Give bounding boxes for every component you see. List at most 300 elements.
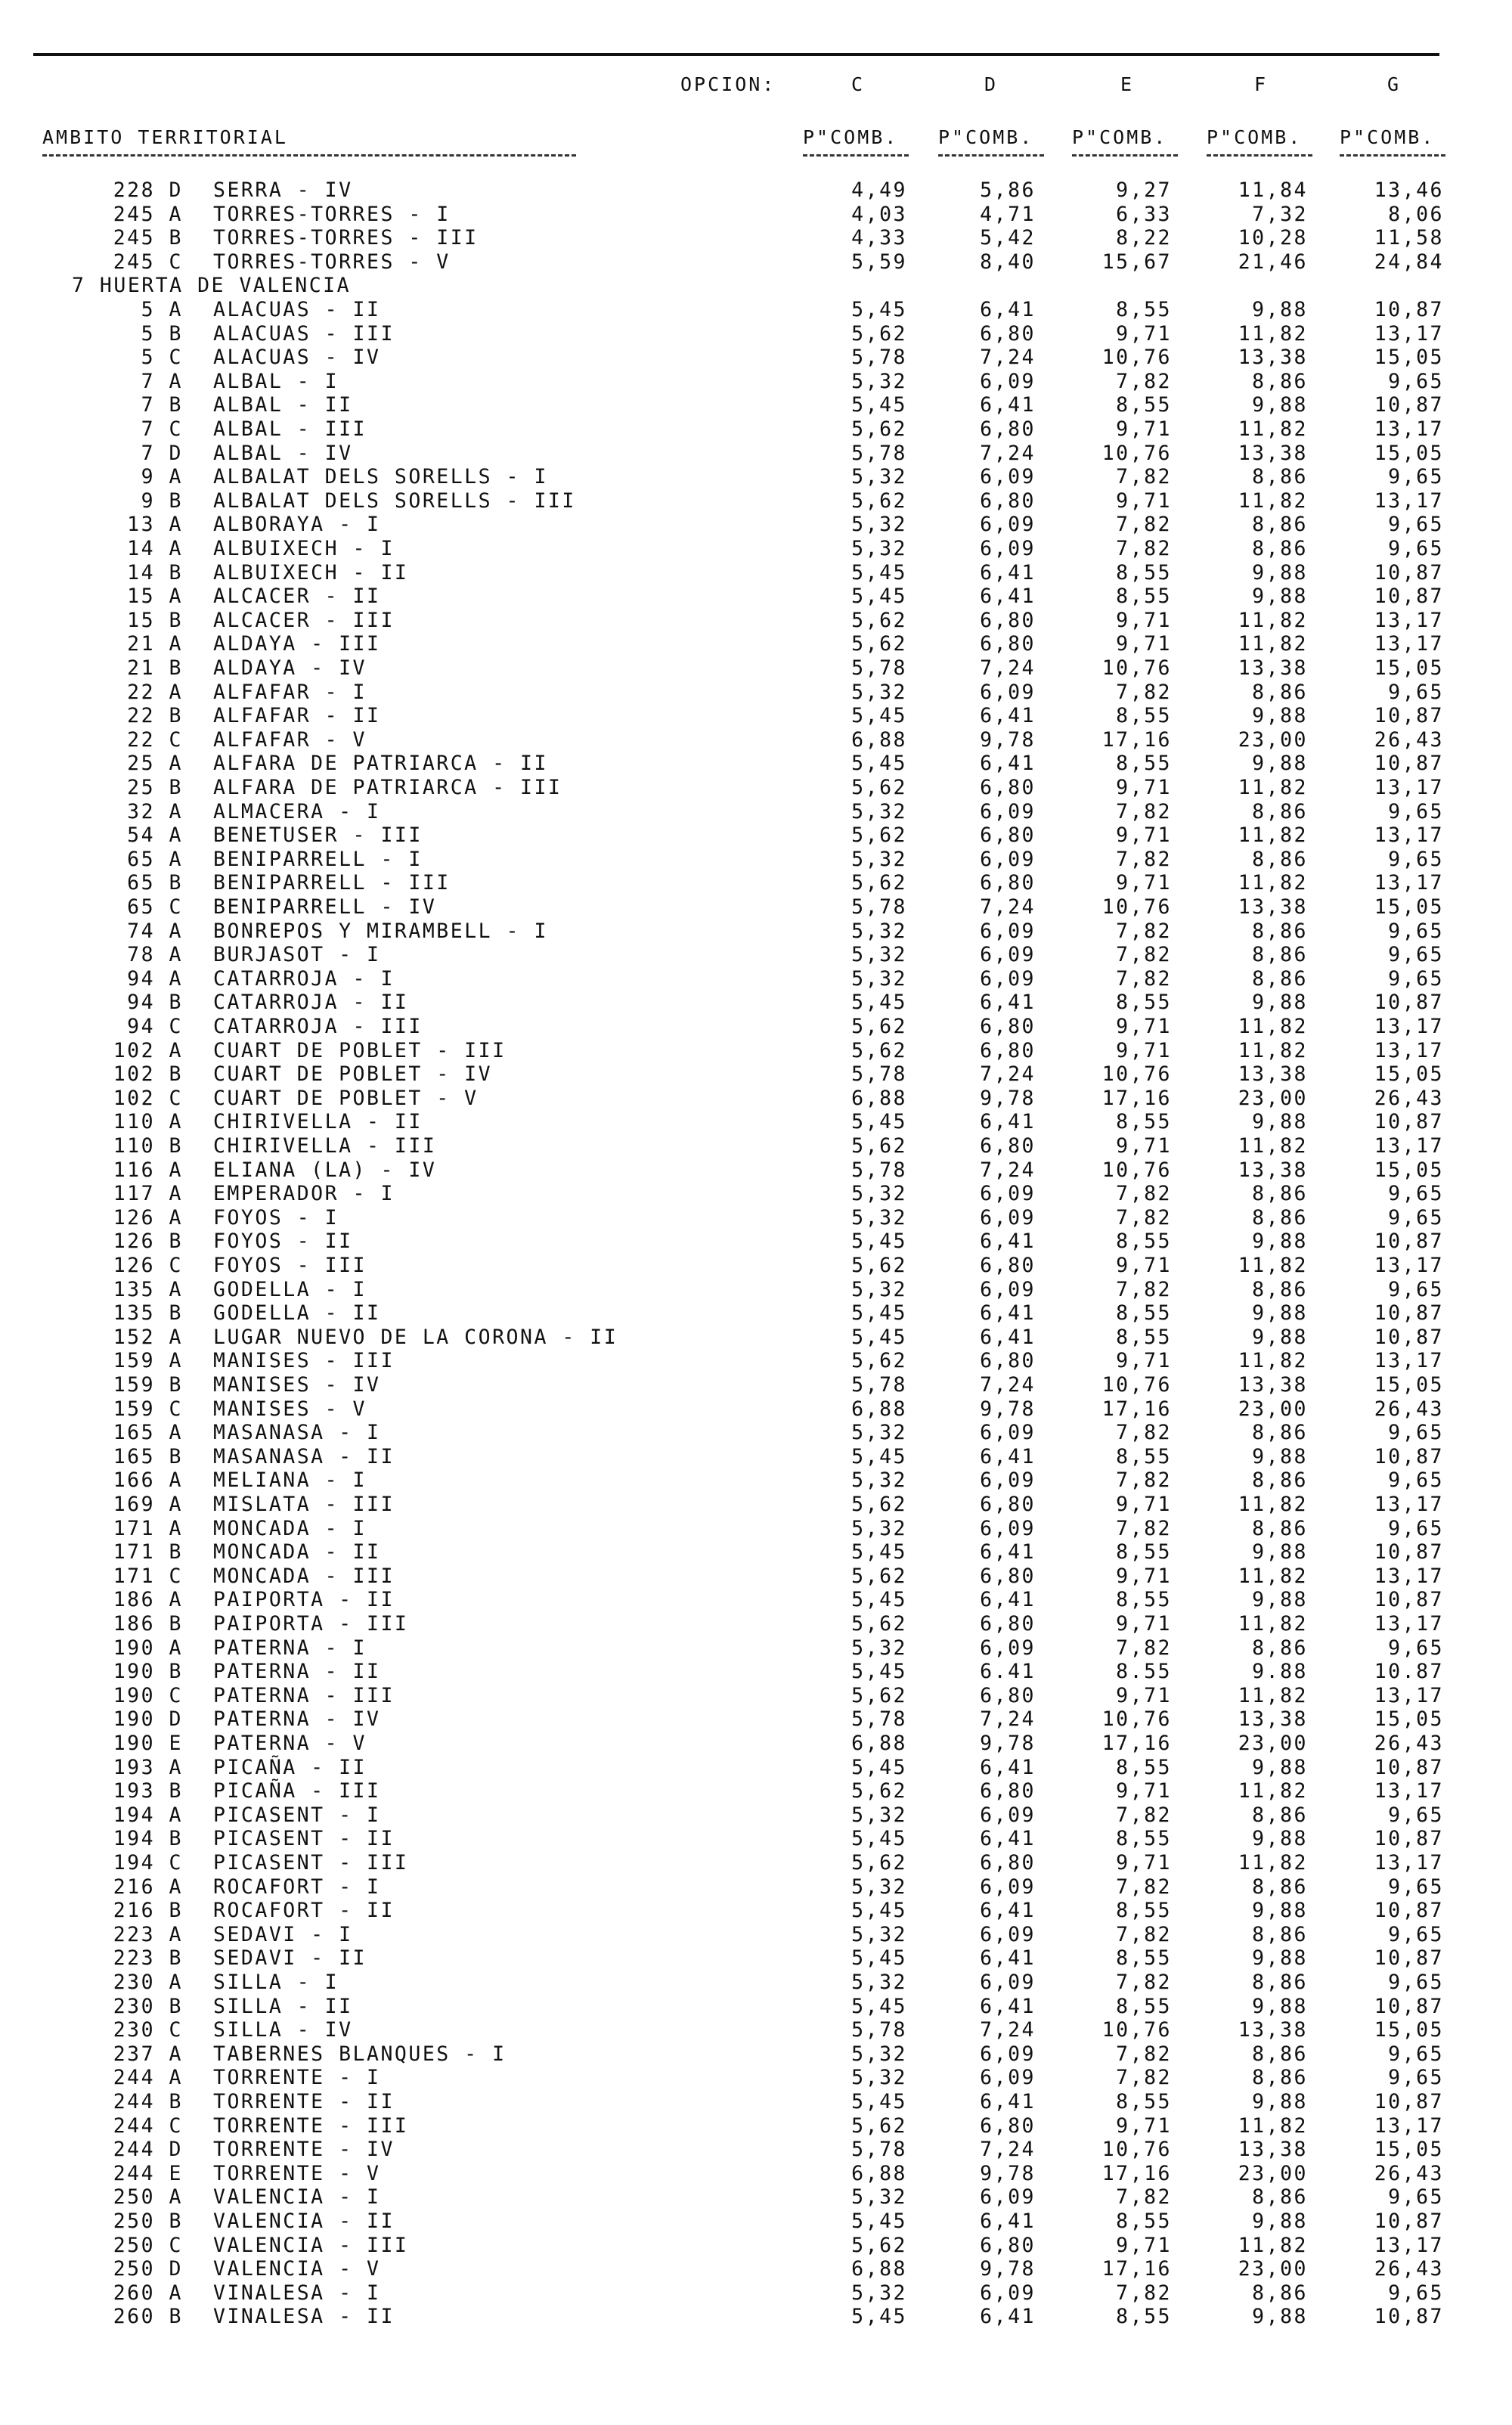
- value-f: 8,86: [1252, 943, 1308, 967]
- value-g: 10,87: [1374, 1444, 1444, 1468]
- table-row: [0, 2138, 1512, 2161]
- value-d: 6,80: [980, 1564, 1036, 1588]
- row-code: 171 B: [113, 1540, 183, 1564]
- value-g: 15,05: [1374, 346, 1444, 370]
- value-c: 5,45: [851, 2090, 907, 2113]
- row-code: 244 B: [113, 2090, 183, 2113]
- value-f: 9,88: [1252, 2090, 1308, 2113]
- col-header-f: P"COMB.: [1207, 126, 1303, 148]
- value-f: 13,38: [1238, 2018, 1308, 2042]
- value-e: 9,71: [1116, 2113, 1172, 2138]
- value-e: 7,82: [1116, 513, 1172, 537]
- value-g: 10,87: [1374, 2305, 1444, 2329]
- row-name: ALACUAS - II: [213, 298, 381, 321]
- row-code: 5 C: [141, 346, 183, 370]
- table-row: [0, 178, 1512, 202]
- value-d: 6,41: [980, 752, 1036, 776]
- value-d: 9,78: [980, 1397, 1036, 1421]
- value-f: 11,82: [1238, 488, 1308, 513]
- value-g: 9,65: [1388, 1971, 1444, 1994]
- value-c: 5,32: [851, 1421, 907, 1445]
- value-f: 9,88: [1252, 298, 1308, 321]
- value-d: 7,24: [980, 1158, 1036, 1182]
- value-e: 6,33: [1116, 202, 1172, 226]
- value-d: 7,24: [980, 656, 1036, 680]
- value-f: 8,86: [1252, 1971, 1308, 1994]
- value-d: 6,41: [980, 1755, 1036, 1779]
- row-code: 7 C: [141, 417, 183, 441]
- row-code: 110 A: [113, 1110, 183, 1134]
- value-c: 5,45: [851, 1540, 907, 1564]
- value-e: 9,71: [1116, 776, 1172, 799]
- value-d: 9,78: [980, 727, 1036, 752]
- row-name: ALBORAYA - I: [213, 513, 381, 537]
- table-row: [0, 728, 1512, 752]
- value-d: 6,09: [980, 369, 1036, 393]
- row-code: 169 A: [113, 1493, 183, 1516]
- row-code: 190 E: [113, 1732, 183, 1755]
- value-c: 5,62: [851, 608, 907, 632]
- row-name: PAIPORTA - II: [213, 1588, 395, 1612]
- value-e: 8,55: [1116, 991, 1172, 1015]
- value-c: 5,32: [851, 847, 907, 871]
- value-g: 13,46: [1374, 178, 1444, 202]
- row-name: ALFAFAR - II: [213, 704, 381, 728]
- value-g: 10.87: [1374, 1660, 1444, 1684]
- value-d: 9,78: [980, 2257, 1036, 2281]
- table-row: [0, 1636, 1512, 1660]
- row-code: 14 A: [127, 537, 183, 560]
- value-c: 5,62: [851, 417, 907, 441]
- value-g: 13,17: [1374, 1779, 1444, 1803]
- table-row: [0, 1779, 1512, 1803]
- value-d: 6,41: [980, 704, 1036, 728]
- row-code: 250 A: [113, 2185, 183, 2209]
- value-d: 6,41: [980, 1325, 1036, 1349]
- table-row: [0, 346, 1512, 369]
- row-code: 102 A: [113, 1038, 183, 1062]
- value-c: 5,78: [851, 656, 907, 680]
- row-name: ALFARA DE PATRIARCA - III: [213, 776, 562, 799]
- table-row: [0, 1564, 1512, 1588]
- value-c: 5,45: [851, 1994, 907, 2018]
- value-e: 10,76: [1101, 2018, 1172, 2042]
- value-f: 9,88: [1252, 393, 1308, 417]
- value-e: 7,82: [1116, 2281, 1172, 2305]
- value-c: 5,62: [851, 1612, 907, 1636]
- value-e: 9,71: [1116, 2233, 1172, 2257]
- table-row: [0, 1707, 1512, 1731]
- row-name: VINALESA - I: [213, 2281, 381, 2305]
- value-e: 8,55: [1116, 393, 1172, 417]
- value-g: 10,87: [1374, 1110, 1444, 1134]
- row-code: 14 B: [127, 560, 183, 585]
- table-row: [0, 1923, 1512, 1946]
- row-name: CHIRIVELLA - II: [213, 1110, 423, 1134]
- table-row: [0, 1015, 1512, 1038]
- value-c: 5,32: [851, 1516, 907, 1540]
- value-c: 5,32: [851, 680, 907, 704]
- table-row: [0, 1827, 1512, 1850]
- row-name: VINALESA - II: [213, 2305, 395, 2329]
- value-g: 9,65: [1388, 1875, 1444, 1899]
- row-code: 171 C: [113, 1564, 183, 1588]
- value-d: 7,24: [980, 1707, 1036, 1732]
- table-row: [0, 2185, 1512, 2209]
- value-c: 5,32: [851, 1205, 907, 1230]
- value-d: 6,41: [980, 2305, 1036, 2329]
- value-f: 11,82: [1238, 1683, 1308, 1707]
- table-row: [0, 1875, 1512, 1899]
- value-g: 10,87: [1374, 2209, 1444, 2233]
- value-e: 10,76: [1101, 1707, 1172, 1732]
- value-g: 15,05: [1374, 2018, 1444, 2042]
- row-name: ROCAFORT - I: [213, 1875, 381, 1899]
- table-row: [0, 1517, 1512, 1540]
- row-name: ALBALAT DELS SORELLS - I: [213, 465, 548, 489]
- value-e: 7,82: [1116, 1182, 1172, 1206]
- value-g: 10,87: [1374, 1301, 1444, 1326]
- value-e: 7,82: [1116, 537, 1172, 560]
- row-name: PICASENT - III: [213, 1851, 409, 1875]
- value-e: 8,55: [1116, 1755, 1172, 1779]
- value-f: 11,82: [1238, 1038, 1308, 1062]
- value-c: 5,32: [851, 2042, 907, 2066]
- table-row: [0, 1230, 1512, 1253]
- value-f: 9.88: [1252, 1660, 1308, 1684]
- value-f: 11,84: [1238, 178, 1308, 202]
- value-c: 5,62: [851, 871, 907, 895]
- value-d: 6,09: [980, 1277, 1036, 1301]
- value-d: 6,09: [980, 919, 1036, 943]
- row-name: TORRENTE - III: [213, 2113, 409, 2138]
- value-f: 11,82: [1238, 1564, 1308, 1588]
- value-g: 13,17: [1374, 1612, 1444, 1636]
- row-name: PAIPORTA - III: [213, 1612, 409, 1636]
- value-g: 10,87: [1374, 1325, 1444, 1349]
- row-name: CUART DE POBLET - IV: [213, 1062, 493, 1087]
- value-g: 15,05: [1374, 2138, 1444, 2162]
- value-e: 8,55: [1116, 1540, 1172, 1564]
- value-c: 5,45: [851, 991, 907, 1015]
- row-code: 32 A: [127, 799, 183, 823]
- row-code: 159 A: [113, 1349, 183, 1373]
- value-e: 9,71: [1116, 871, 1172, 895]
- region-heading: 7 HUERTA DE VALENCIA: [72, 274, 352, 298]
- value-f: 8,86: [1252, 1875, 1308, 1899]
- value-c: 5,32: [851, 2066, 907, 2090]
- value-f: 9,88: [1252, 1755, 1308, 1779]
- value-e: 8,55: [1116, 1230, 1172, 1254]
- row-name: SEDAVI - I: [213, 1922, 353, 1946]
- table-row: [0, 1158, 1512, 1182]
- row-code: 193 A: [113, 1755, 183, 1779]
- value-e: 7,82: [1116, 1421, 1172, 1445]
- value-f: 8,86: [1252, 1922, 1308, 1946]
- table-row: [0, 1206, 1512, 1230]
- value-g: 13,17: [1374, 1851, 1444, 1875]
- value-g: 9,65: [1388, 1468, 1444, 1493]
- table-row: [0, 1254, 1512, 1277]
- value-f: 9,88: [1252, 1110, 1308, 1134]
- option-label: OPCION:: [680, 73, 776, 95]
- value-d: 7,24: [980, 441, 1036, 465]
- value-d: 6,80: [980, 1612, 1036, 1636]
- row-name: SERRA - IV: [213, 178, 353, 202]
- value-d: 6,09: [980, 1468, 1036, 1493]
- value-e: 7,82: [1116, 1468, 1172, 1493]
- value-d: 6,09: [980, 1516, 1036, 1540]
- value-c: 6,88: [851, 2161, 907, 2185]
- value-f: 11,82: [1238, 1851, 1308, 1875]
- value-c: 5,62: [851, 1254, 907, 1277]
- value-f: 11,82: [1238, 1015, 1308, 1038]
- value-c: 5,62: [851, 632, 907, 656]
- value-c: 5,32: [851, 1875, 907, 1899]
- table-row: [0, 919, 1512, 943]
- row-name: VALENCIA - II: [213, 2209, 395, 2233]
- value-c: 5,32: [851, 1468, 907, 1493]
- row-code: 21 A: [127, 632, 183, 656]
- value-f: 11,82: [1238, 417, 1308, 441]
- table-row: [0, 1278, 1512, 1301]
- value-e: 7,82: [1116, 2185, 1172, 2209]
- value-c: 5,62: [851, 1683, 907, 1707]
- value-d: 7,24: [980, 895, 1036, 919]
- row-code: 7 B: [141, 393, 183, 417]
- value-c: 5,78: [851, 895, 907, 919]
- value-f: 13,38: [1238, 2138, 1308, 2162]
- value-c: 5,45: [851, 585, 907, 609]
- row-name: MANISES - III: [213, 1349, 395, 1373]
- value-e: 9,71: [1116, 608, 1172, 632]
- value-d: 6,41: [980, 1444, 1036, 1468]
- row-name: MANISES - IV: [213, 1373, 381, 1397]
- value-e: 7,82: [1116, 1636, 1172, 1660]
- row-code: 22 B: [127, 704, 183, 728]
- value-f: 11,82: [1238, 823, 1308, 848]
- value-f: 9,88: [1252, 1994, 1308, 2018]
- table-row: [0, 2209, 1512, 2233]
- row-name: ROCAFORT - II: [213, 1899, 395, 1923]
- value-f: 9,88: [1252, 1444, 1308, 1468]
- value-c: 5,45: [851, 1444, 907, 1468]
- value-e: 10,76: [1101, 346, 1172, 370]
- row-code: 25 B: [127, 776, 183, 799]
- value-f: 11,82: [1238, 2233, 1308, 2257]
- value-g: 10,87: [1374, 1230, 1444, 1254]
- value-g: 9,65: [1388, 2281, 1444, 2305]
- value-c: 5,62: [851, 1493, 907, 1516]
- value-e: 8.55: [1116, 1660, 1172, 1684]
- value-e: 9,71: [1116, 1564, 1172, 1588]
- row-code: 22 A: [127, 680, 183, 704]
- value-e: 7,82: [1116, 2066, 1172, 2090]
- table-row: [0, 895, 1512, 919]
- table-row: [0, 2042, 1512, 2066]
- value-g: 9,65: [1388, 465, 1444, 489]
- value-e: 9,71: [1116, 1612, 1172, 1636]
- table-row: [0, 370, 1512, 393]
- value-g: 13,17: [1374, 321, 1444, 346]
- value-e: 8,55: [1116, 1325, 1172, 1349]
- value-g: 26,43: [1374, 2257, 1444, 2281]
- row-name: SEDAVI - II: [213, 1946, 367, 1971]
- value-d: 6,09: [980, 943, 1036, 967]
- value-f: 13,38: [1238, 895, 1308, 919]
- value-g: 9,65: [1388, 1803, 1444, 1827]
- value-g: 13,17: [1374, 871, 1444, 895]
- value-d: 6,09: [980, 2185, 1036, 2209]
- value-g: 26,43: [1374, 1732, 1444, 1755]
- value-d: 6.41: [980, 1660, 1036, 1684]
- value-d: 6,80: [980, 823, 1036, 848]
- value-e: 7,82: [1116, 1277, 1172, 1301]
- value-f: 8,86: [1252, 680, 1308, 704]
- table-row: [0, 1134, 1512, 1158]
- row-name: ALDAYA - III: [213, 632, 381, 656]
- value-g: 9,65: [1388, 1516, 1444, 1540]
- value-d: 6,09: [980, 680, 1036, 704]
- value-g: 10,87: [1374, 1540, 1444, 1564]
- table-row: [0, 561, 1512, 585]
- value-e: 7,82: [1116, 2042, 1172, 2066]
- value-e: 8,55: [1116, 1110, 1172, 1134]
- value-c: 5,62: [851, 776, 907, 799]
- value-f: 8,86: [1252, 1803, 1308, 1827]
- col-g-underline: [1340, 154, 1445, 157]
- table-row: [0, 2162, 1512, 2185]
- value-f: 8,86: [1252, 1182, 1308, 1206]
- row-code: 21 B: [127, 656, 183, 680]
- value-e: 9,71: [1116, 1493, 1172, 1516]
- value-e: 8,55: [1116, 298, 1172, 321]
- row-code: 216 B: [113, 1899, 183, 1923]
- row-code: 126 A: [113, 1205, 183, 1230]
- value-g: 11,58: [1374, 226, 1444, 250]
- value-d: 6,09: [980, 1636, 1036, 1660]
- value-f: 11,82: [1238, 1612, 1308, 1636]
- value-g: 9,65: [1388, 2042, 1444, 2066]
- table-row: [0, 2114, 1512, 2138]
- row-code: 135 B: [113, 1301, 183, 1326]
- row-name: CUART DE POBLET - III: [213, 1038, 507, 1062]
- value-f: 23,00: [1238, 1397, 1308, 1421]
- row-code: 237 A: [113, 2042, 183, 2066]
- row-name: CATARROJA - III: [213, 1015, 423, 1038]
- value-f: 8,86: [1252, 919, 1308, 943]
- value-f: 8,86: [1252, 1516, 1308, 1540]
- value-g: 15,05: [1374, 895, 1444, 919]
- value-d: 6,41: [980, 1899, 1036, 1923]
- value-d: 6,80: [980, 2233, 1036, 2257]
- value-f: 11,82: [1238, 1493, 1308, 1516]
- value-e: 8,55: [1116, 1301, 1172, 1326]
- value-d: 6,09: [980, 465, 1036, 489]
- value-d: 6,41: [980, 1230, 1036, 1254]
- table-row: [0, 1803, 1512, 1827]
- value-f: 8,86: [1252, 465, 1308, 489]
- value-f: 10,28: [1238, 226, 1308, 250]
- value-c: 5,32: [851, 2185, 907, 2209]
- table-row: [0, 1899, 1512, 1922]
- row-name: GODELLA - I: [213, 1277, 367, 1301]
- value-c: 5,45: [851, 752, 907, 776]
- value-f: 8,86: [1252, 799, 1308, 823]
- value-f: 8,86: [1252, 1421, 1308, 1445]
- value-d: 6,09: [980, 513, 1036, 537]
- value-g: 26,43: [1374, 727, 1444, 752]
- value-c: 5,32: [851, 1277, 907, 1301]
- table-row: [0, 2018, 1512, 2042]
- row-code: 22 C: [127, 727, 183, 752]
- table-row: [0, 776, 1512, 799]
- value-c: 5,45: [851, 393, 907, 417]
- row-name: BENIPARRELL - III: [213, 871, 451, 895]
- row-code: 223 A: [113, 1922, 183, 1946]
- row-code: 15 B: [127, 608, 183, 632]
- table-row: [0, 1326, 1512, 1349]
- table-row: [0, 871, 1512, 895]
- value-e: 9,71: [1116, 632, 1172, 656]
- value-c: 5,62: [851, 1779, 907, 1803]
- row-name: MELIANA - I: [213, 1468, 367, 1493]
- row-name: TORRES-TORRES - III: [213, 226, 479, 250]
- value-c: 5,78: [851, 1158, 907, 1182]
- col-e-underline: [1072, 154, 1178, 157]
- value-d: 7,24: [980, 2018, 1036, 2042]
- col-c-underline: [803, 154, 909, 157]
- value-e: 17,16: [1101, 2161, 1172, 2185]
- row-code: 223 B: [113, 1946, 183, 1971]
- value-d: 6,41: [980, 560, 1036, 585]
- value-e: 9,71: [1116, 1254, 1172, 1277]
- value-d: 6,80: [980, 1038, 1036, 1062]
- table-row: [0, 1445, 1512, 1468]
- row-name: ALBAL - IV: [213, 441, 353, 465]
- value-c: 5,32: [851, 369, 907, 393]
- row-name: PICASENT - II: [213, 1827, 395, 1851]
- value-d: 6,09: [980, 2281, 1036, 2305]
- row-code: 15 A: [127, 585, 183, 609]
- row-code: 102 B: [113, 1062, 183, 1087]
- row-name: PICAÑA - II: [213, 1755, 367, 1779]
- value-d: 6,41: [980, 1301, 1036, 1326]
- value-c: 5,62: [851, 2233, 907, 2257]
- value-d: 6,80: [980, 1779, 1036, 1803]
- value-e: 8,55: [1116, 1994, 1172, 2018]
- option-c-label: C: [851, 73, 866, 95]
- row-name: LUGAR NUEVO DE LA CORONA - II: [213, 1325, 618, 1349]
- value-e: 9,71: [1116, 488, 1172, 513]
- table-row: [0, 1039, 1512, 1062]
- row-name: ALCACER - II: [213, 585, 381, 609]
- row-code: 244 C: [113, 2113, 183, 2138]
- value-d: 6,41: [980, 298, 1036, 321]
- value-e: 8,55: [1116, 585, 1172, 609]
- table-row: [0, 250, 1512, 274]
- territory-underline: [42, 154, 576, 157]
- value-f: 9,88: [1252, 752, 1308, 776]
- value-g: 9,65: [1388, 1922, 1444, 1946]
- value-e: 7,82: [1116, 799, 1172, 823]
- value-e: 9,71: [1116, 1015, 1172, 1038]
- row-name: PATERNA - III: [213, 1683, 395, 1707]
- row-code: 165 B: [113, 1444, 183, 1468]
- table-row: [0, 442, 1512, 465]
- value-c: 5,78: [851, 346, 907, 370]
- value-e: 7,82: [1116, 919, 1172, 943]
